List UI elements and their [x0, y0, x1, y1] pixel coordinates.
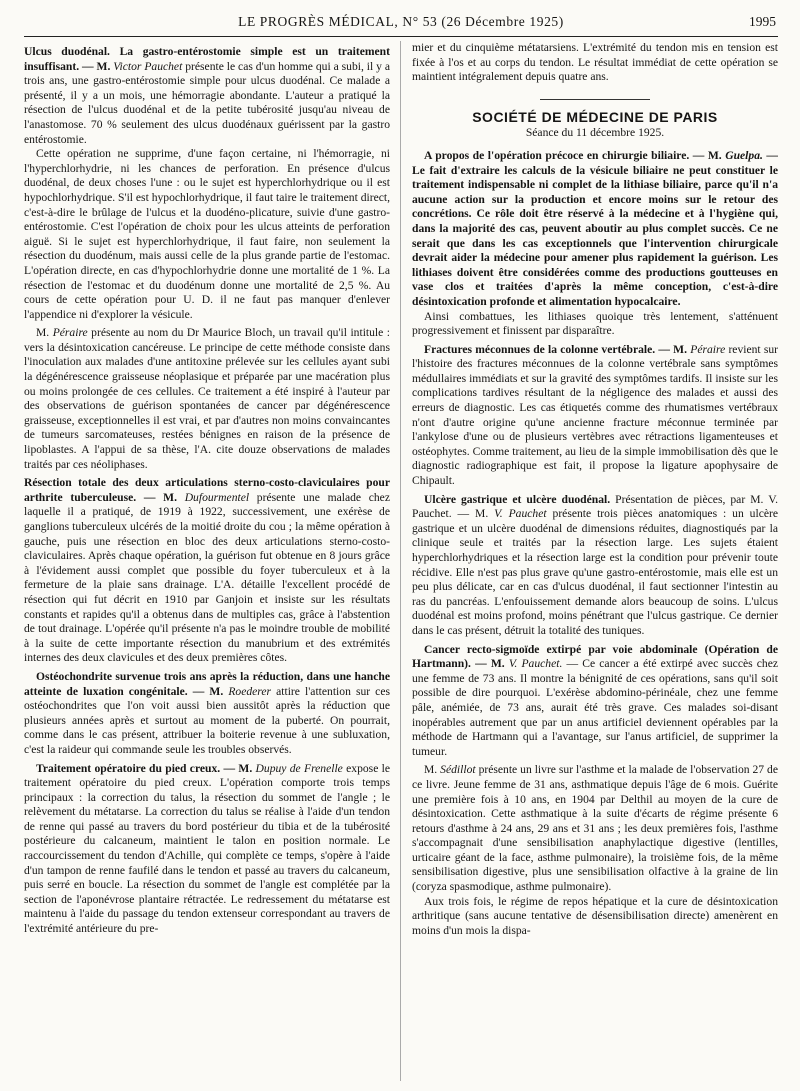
article-text: attire l'attention sur ces ostéochondrites que l'on voit aussi bien aussitôt après la réduction que plusieurs années après et surtout au moment de la puberté. On pourrait, comme dans le cas présent, attribuer la boiterie revenue à une subluxation, c'est la raideur qui commande seule les troubles observés.	[24, 684, 390, 756]
running-header	[24, 0, 778, 37]
article-paragraph	[412, 343, 778, 489]
author-name: V. Pauchet	[494, 507, 547, 521]
article-paragraph	[24, 476, 390, 666]
session-date: Séance du 11 décembre 1925.	[525, 126, 665, 140]
article-paragraph	[24, 670, 390, 758]
article-chirurgie-biliaire	[412, 149, 778, 339]
author-name: Sédillot	[440, 763, 476, 777]
article-paragraph	[412, 493, 778, 639]
author-name: Dufourmentel	[184, 490, 250, 504]
article-cancer-recto-sigmoide	[412, 643, 778, 760]
article-text: présente un livre sur l'asthme et la malade de l'observation 27 de ce livre. Jeune femme de 31 ans, asthmatique depuis l'âge de 6 mois. Guérite une première fois à 10 ans, en 1904 par Delthil au moyen de la cure de désintoxication. Cette asthmatique à la suite d'écarts de régime présente 6 retours d'asthme à 24 ans, 29 ans et 31 ans ; les deux premières fois, l'asthme s'accompagnait d'une sensibilisation anaphylactique digestive (lentilles, urticaire géant de la face, asthme pulmonaire), la troisième fois, de la même sensibilisation digestive, plus une sensibilisation olfactive à la graine de lin (coryza spasmodique, asthme pulmonaire).	[412, 763, 778, 894]
page-number: 1995	[749, 14, 776, 29]
two-column-body	[24, 41, 778, 1081]
article-ulcus-duodenal	[24, 45, 390, 322]
article-text: présente trois pièces anatomiques : un ulcère gastrique et un ulcère duodénal de dimensions réduites, diagnostiqués par la clinique seule et traités par la résection large. Les sujets étaient hyperchlorhydriques et la résection large est la condition pour prévenir toute récidive. Elle n'est pas plus grave qu'une gastro-entérostomie, mais elle est un peu plus délicate, car en cas d'ulcus duodénal, il faut sectionner l'intestin au ras du pancréas. L'enfouissement demande alors beaucoup de soins. L'ulcus duodénal est moins profond, moins pénétrant que l'ulcus gastrique. Ce dernier dans le cas présent, détruit la totalité des tuniques.	[412, 507, 778, 637]
article-osteochondrite	[24, 670, 390, 758]
article-text: présente une malade chez laquelle il a pratiqué, de 1919 à 1922, successivement, une exérèse de ganglions tuberculeux ulcérés de la moitié droite du cou ; la même opération à gauche, puis une résection en bloc des deux articulations sterno-costo-claviculaires. Après chaque opération, la guérison fut obtenue en 8 jours grâce à l'évidement aussi complet que possible du foyer tuberculeux et à la fermeture de la plaie sans drainage. L'A. détaille l'excellent procédé de résection qui fut décrit en 1910 par Ganjoin et insiste sur les résultats constants et rapides qu'il a obtenus dans de multiples cas, grâce à l'abstention de tout drainage. L'opérée qu'il présente n'a pas le moindre trouble de mobilité à la suite de cette importante résection du manubrium et des extrémités internes des deux clavicules et des deux premières côtes.	[24, 490, 390, 665]
article-text: présente au nom du Dr Maurice Bloch, un travail qu'il intitule : vers la désintoxication cancéreuse. Le principe de cette méthode consiste dans l'inoculation aux malades d'une antitoxine prélevée sur les cellules ayant subi la dégénérescence graisseuse néoplasique et préparée par une macération plus ou moins prolongée de ces cellules. Ce traitement a été inspiré à l'auteur par des observations de guérison spontanées de cancer par dégénérescence graisseuse, exceptionnelles il est vrai, et par d'autres non moins convaincantes de tumeurs sarcomateuses, restées bénignes en raison de la présence de lipoblastes. A l'appui de sa thèse, l'A. cite douze observations de malades traités par ces néoliphases.	[24, 326, 390, 471]
continued-paragraph: mier et du cinquième métatarsiens. L'extrémité du tendon mis en tension est fixée à l'os et au corps du tendon. Le résultat immédiat de cette opération se maintient intégralement depuis quatre ans.	[412, 41, 778, 84]
author-name: V. Pauchet.	[508, 657, 563, 671]
article-paragraph	[412, 149, 778, 310]
article-paragraph	[412, 763, 778, 894]
section-heading: A propos de l'opération précoce en chirurgie biliaire. — M.	[424, 148, 726, 162]
section-heading: Résection totale des deux articulations sterno-costo-claviculaires pour arthrite tuberculeuse. — M.	[24, 476, 390, 504]
author-name: Guelpa.	[725, 148, 763, 162]
author-name: Victor Pauchet	[113, 59, 183, 73]
author-name: Péraire	[52, 326, 88, 340]
article-text: expose le traitement opératoire du pied creux. L'opération comporte trois temps principaux : la correction du talus, la résection du sommet de l'angle ; le relèvement du métatarse. La correction du talus se réalise à l'aide d'un tendon de renne qui passé au travers du bord postérieur du tibia et de la tubérosité postérieure du calcaneum, maintient le talon en position normale. Le raccourcissement du tendon d'Achille, qui complète ce temps, s'opère à l'aide d'un tampon de renne faufilé dans le tendon et passé au travers du calcaneum, puis serré en boucle. La résection du sommet de l'angle est complétée par la section de l'aponévrose plantaire rétractée. Le redressement du métatarse est maintenu à l'aide du passage du tendon extenseur correspondant au travers de l'extrémité antérieure du pre-	[24, 761, 391, 936]
article-paragraph	[24, 762, 390, 937]
article-ulcere-gastrique	[412, 493, 778, 639]
journal-title: LE PROGRÈS MÉDICAL, N° 53 (26 Décembre 1925)	[238, 14, 564, 29]
article-paragraph: Ainsi combattues, les lithiases quoique très lentement, s'atténuent progressivement et finissent par disparaître.	[412, 309, 778, 338]
article-pied-creux	[24, 762, 390, 937]
article-text: revient sur l'histoire des fractures méconnues de la colonne vertébrale sans symptômes médullaires immédiats et sur la gravité des symptômes tardifs. Il insiste sur les complications tardives résultant de la négligence des malades et aussi des erreurs de diagnostic. Les cas étiquetés comme des rhumatismes vertébraux n'ont d'autre origine qu'une ancienne fracture méconnue terminée par l'ankylose d'une ou de plusieurs vertèbres avec rétractions ligamenteuses et ostéophytes. Comme traitement, au lieu de la simple immobilisation dès que le diagnostic radiographique est fait, il propose la ligature apophysaire de Chipault.	[412, 342, 778, 488]
section-heading: Traitement opératoire du pied creux. — M.	[36, 761, 256, 775]
section-heading: Ulcus duodénal. La gastro-entérostomie simple est un traitement insuffisant. — M.	[24, 45, 390, 73]
intro-text: Présentation de pièces, par M. V. Pauchet. — M.	[412, 492, 778, 521]
prefix-text: M.	[424, 763, 441, 777]
article-paragraph	[412, 643, 778, 760]
author-name: Roederer	[228, 684, 272, 698]
article-paragraph	[24, 326, 390, 472]
article-paragraph: Aux trois fois, le régime de repos hépatique et la cure de désintoxication arthritique (sans aucune tentative de désensibilisation directe) amenèrent en moins d'un mois la dispa-	[412, 894, 778, 937]
article-text: présente le cas d'un homme qui a subi, il y a trois ans, une gastro-entérostomie simple pour ulcus duodénal. Ce malade a présenté, il y a un mois, une hémorragie abondante. L'auteur a pratiqué la résection de l'ulcus duodénal et de la petite tubérosité jusqu'au niveau de l'anastomose. 70 % seulement des ulcus duodénaux guérissent par la gastro entérostomie.	[24, 59, 391, 146]
author-name: Péraire	[690, 342, 726, 356]
author-name: Dupuy de Frenelle	[255, 761, 343, 775]
society-title: SOCIÉTÉ DE MÉDECINE DE PARIS	[472, 108, 718, 125]
article-resection-sterno	[24, 476, 390, 666]
article-text: — Le fait d'extraire les calculs de la vésicule biliaire ne peut constituer le traitement indispensable ni complet de la lithiase biliaire, parce qu'il n'a aucune action sur la production et encore moins sur le retour des concrétions. Ce rôle doit être réservé à la médecine et à l'hygiène qui, dans la majorité des cas, peuvent aboutir au plus complet succès. Ce ne serait que dans les cas exceptionnels que l'intervention chirurgicale devrait aider la médecine pour amener plus rapidement la guérison. Les lithiases doivent être considérées comme des productions goutteuses en vase clos et traitées d'après la même conception, c'est-à-dire désintoxication profonde et alimentation hypocalcaire.	[412, 148, 778, 308]
article-paragraph: Cette opération ne supprime, d'une façon certaine, ni l'hémorragie, ni l'hyperchlorhydrie, ni les chances de perforation. En présence d'ulcus duodénal, de deux choses l'une : ou le sujet est hyperchlorhydrique ou il est hypochlorhydrique. S'il est hypochlorhydrique, il faut taire le traitement direct, c'est-à-dire le brûlage de l'ulcus et la duodéno-plicature, suivie d'une gastro-entérostomie. C'est l'opération de choix pour les ulcus atteints de perforation aiguë. Si le sujet est hyperchlorhydrique, il faut faire, non seulement la résection du duodénum, mais aussi celle de la plus grande partie de l'estomac. L'opération directe, en cas d'hypochlorhydrie donne une mortalité de 1 %. La résection de l'estomac et du duodénum donne une mortalité de 2,5 %. Au cours de cette opération pour U. D. il ne faut pas manquer d'enlever l'appendice ni d'explorer la vésicule.	[24, 147, 390, 321]
article-desintoxication	[24, 326, 390, 472]
section-divider	[540, 99, 650, 100]
section-heading: Fractures méconnues de la colonne vertébrale. — M.	[424, 342, 691, 356]
prefix-text: M.	[36, 326, 53, 340]
section-heading: Ulcère gastrique et ulcère duodénal.	[424, 492, 611, 506]
article-fractures-vertebrales	[412, 343, 778, 489]
article-paragraph	[24, 45, 390, 147]
section-heading: Ostéochondrite survenue trois ans après la réduction, dans une hanche atteinte de luxation congénitale. — M.	[24, 669, 390, 698]
right-column	[408, 41, 778, 1081]
section-heading: Cancer recto-sigmoïde extirpé par voie abdominale (Opération de Hartmann). — M.	[412, 642, 778, 671]
article-asthme	[412, 763, 778, 938]
left-column	[24, 41, 401, 1081]
article-text: — Ce cancer a été extirpé avec succès chez une femme de 73 ans. Il montre la bénignité de ces opérations, sans qu'il soit possible de dire pourquoi. L'exérèse abdomino-périnéale, chez une femme pâle, anémiée, de 73 ans, aurait été très grave. Ces malades soi-disant inopérables autrement que par un anus artificiel deviennent opérables par la méthode de Hartmann qui a l'avantage, sur l'anus artificiel, de supprimer la tumeur.	[412, 657, 778, 758]
